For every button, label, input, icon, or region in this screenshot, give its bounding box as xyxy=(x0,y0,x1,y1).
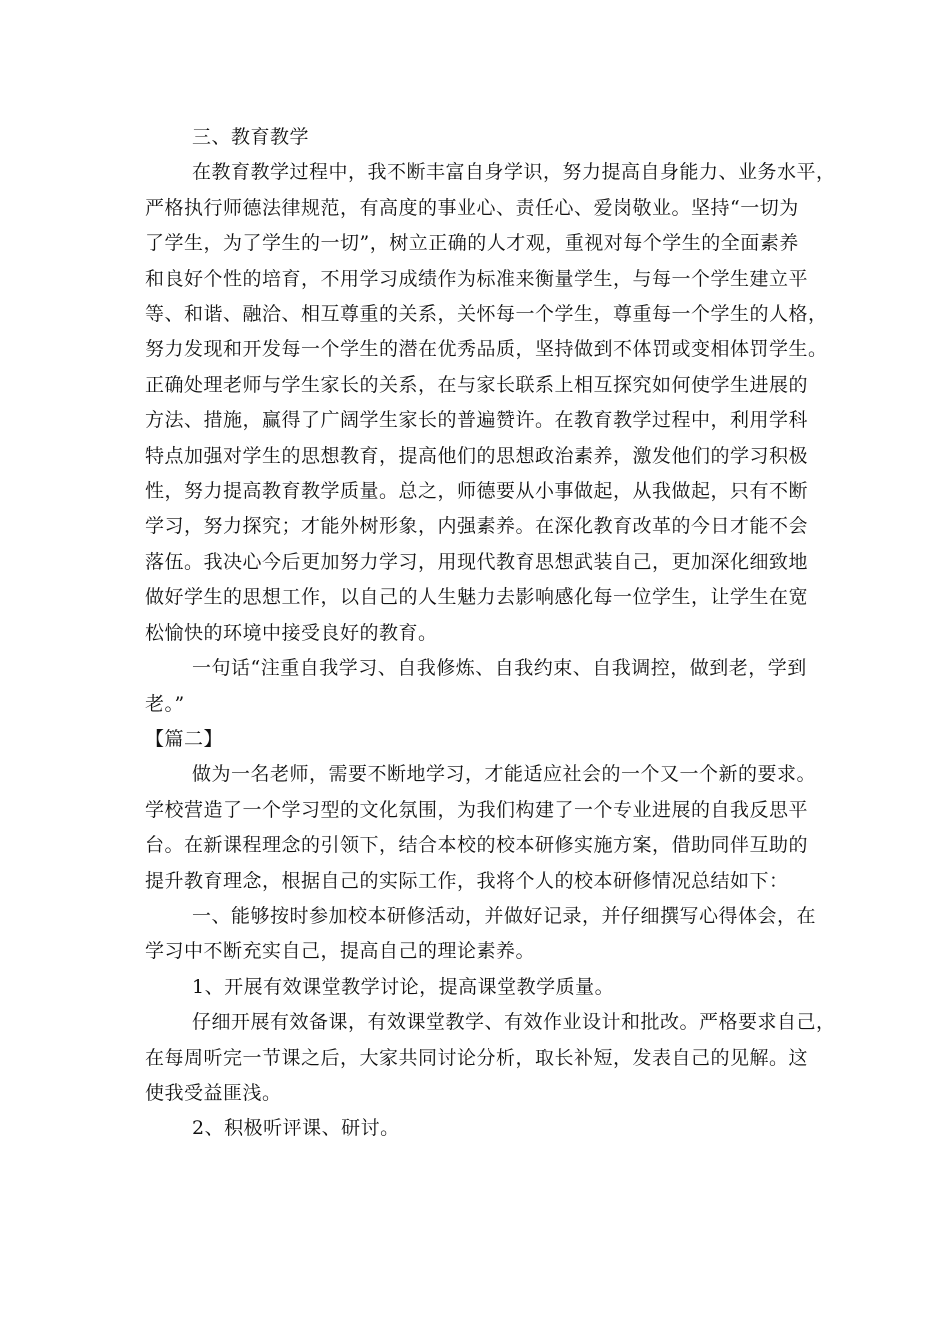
paragraph-lesson-prep xyxy=(145,1005,836,1111)
text-line: 在每周听完一节课之后，大家共同讨论分析，取长补短，发表自己的见解。这 xyxy=(145,1046,809,1069)
paragraph-teaching xyxy=(145,155,836,651)
text-line: 正确处理老师与学生家长的关系，在与家长联系上相互探究如何使学生进展的 xyxy=(145,373,809,396)
text-line: 了学生，为了学生的一切”，树立正确的人才观，重视对每个学生的全面素养 xyxy=(145,232,799,255)
text-line: 做好学生的思想工作，以自己的人生魅力去影响感化每一位学生，让学生在宽 xyxy=(145,586,809,609)
paragraph-point-one xyxy=(145,899,817,970)
text-line: 提升教育理念，根据自己的实际工作，我将个人的校本研修情况总结如下： xyxy=(145,869,789,892)
paragraph-motto xyxy=(145,651,810,722)
text-line: 做为一名老师，需要不断地学习，才能适应社会的一个又一个新的要求。 xyxy=(192,763,817,786)
document-body xyxy=(145,120,836,1147)
item-heading: 2、积极听评课、研讨。 xyxy=(192,1117,400,1140)
text-line: 仔细开展有效备课，有效课堂教学、有效作业设计和批改。严格要求自己， xyxy=(192,1011,836,1034)
text-line: 台。在新课程理念的引领下，结合本校的校本研修实施方案，借助同伴互助的 xyxy=(145,834,809,857)
text-line: 学习中不断充实自己，提高自己的理论素养。 xyxy=(145,940,536,963)
paragraph-intro xyxy=(145,757,817,899)
section-heading: 三、教育教学 xyxy=(192,126,310,148)
text-line: 严格执行师德法律规范，有高度的事业心、责任心、爱岗敬业。坚持“一切为 xyxy=(145,196,799,219)
text-line: 等、和谐、融洽、相互尊重的关系，关怀每一个学生，尊重每一个学生的人格， xyxy=(145,303,828,326)
item-heading: 1、开展有效课堂教学讨论，提高课堂教学质量。 xyxy=(192,975,615,998)
text-line: 方法、措施，赢得了广阔学生家长的普遍赞许。在教育教学过程中，利用学科 xyxy=(145,409,809,432)
text-line: 使我受益匪浅。 xyxy=(145,1081,282,1104)
text-line: 松愉快的环境中接受良好的教育。 xyxy=(145,621,438,644)
text-line: 学习，努力探究；才能外树形象，内强素养。在深化教育改革的今日才能不会 xyxy=(145,515,809,538)
section-marker: 【篇二】 xyxy=(145,727,224,750)
text-line: 落伍。我决心今后更加努力学习，用现代教育思想武装自己，更加深化细致地 xyxy=(145,550,809,573)
text-line: 一句话“注重自我学习、自我修炼、自我约束、自我调控，做到老，学到 xyxy=(192,657,807,680)
text-line: 学校营造了一个学习型的文化氛围，为我们构建了一个专业进展的自我反思平 xyxy=(145,798,809,821)
text-line: 特点加强对学生的思想教育，提高他们的思想政治素养，激发他们的学习积极 xyxy=(145,444,809,467)
text-line: 老。” xyxy=(145,692,185,715)
text-line: 和良好个性的培育，不用学习成绩作为标准来衡量学生，与每一个学生建立平 xyxy=(145,267,809,290)
text-line: 性，努力提高教育教学质量。总之，师德要从小事做起，从我做起，只有不断 xyxy=(145,480,809,503)
text-line: 努力发现和开发每一个学生的潜在优秀品质，坚持做到不体罚或变相体罚学生。 xyxy=(145,338,828,361)
text-line: 一、能够按时参加校本研修活动，并做好记录，并仔细撰写心得体会，在 xyxy=(192,904,817,927)
text-line: 在教育教学过程中，我不断丰富自身学识，努力提高自身能力、业务水平， xyxy=(192,161,836,184)
